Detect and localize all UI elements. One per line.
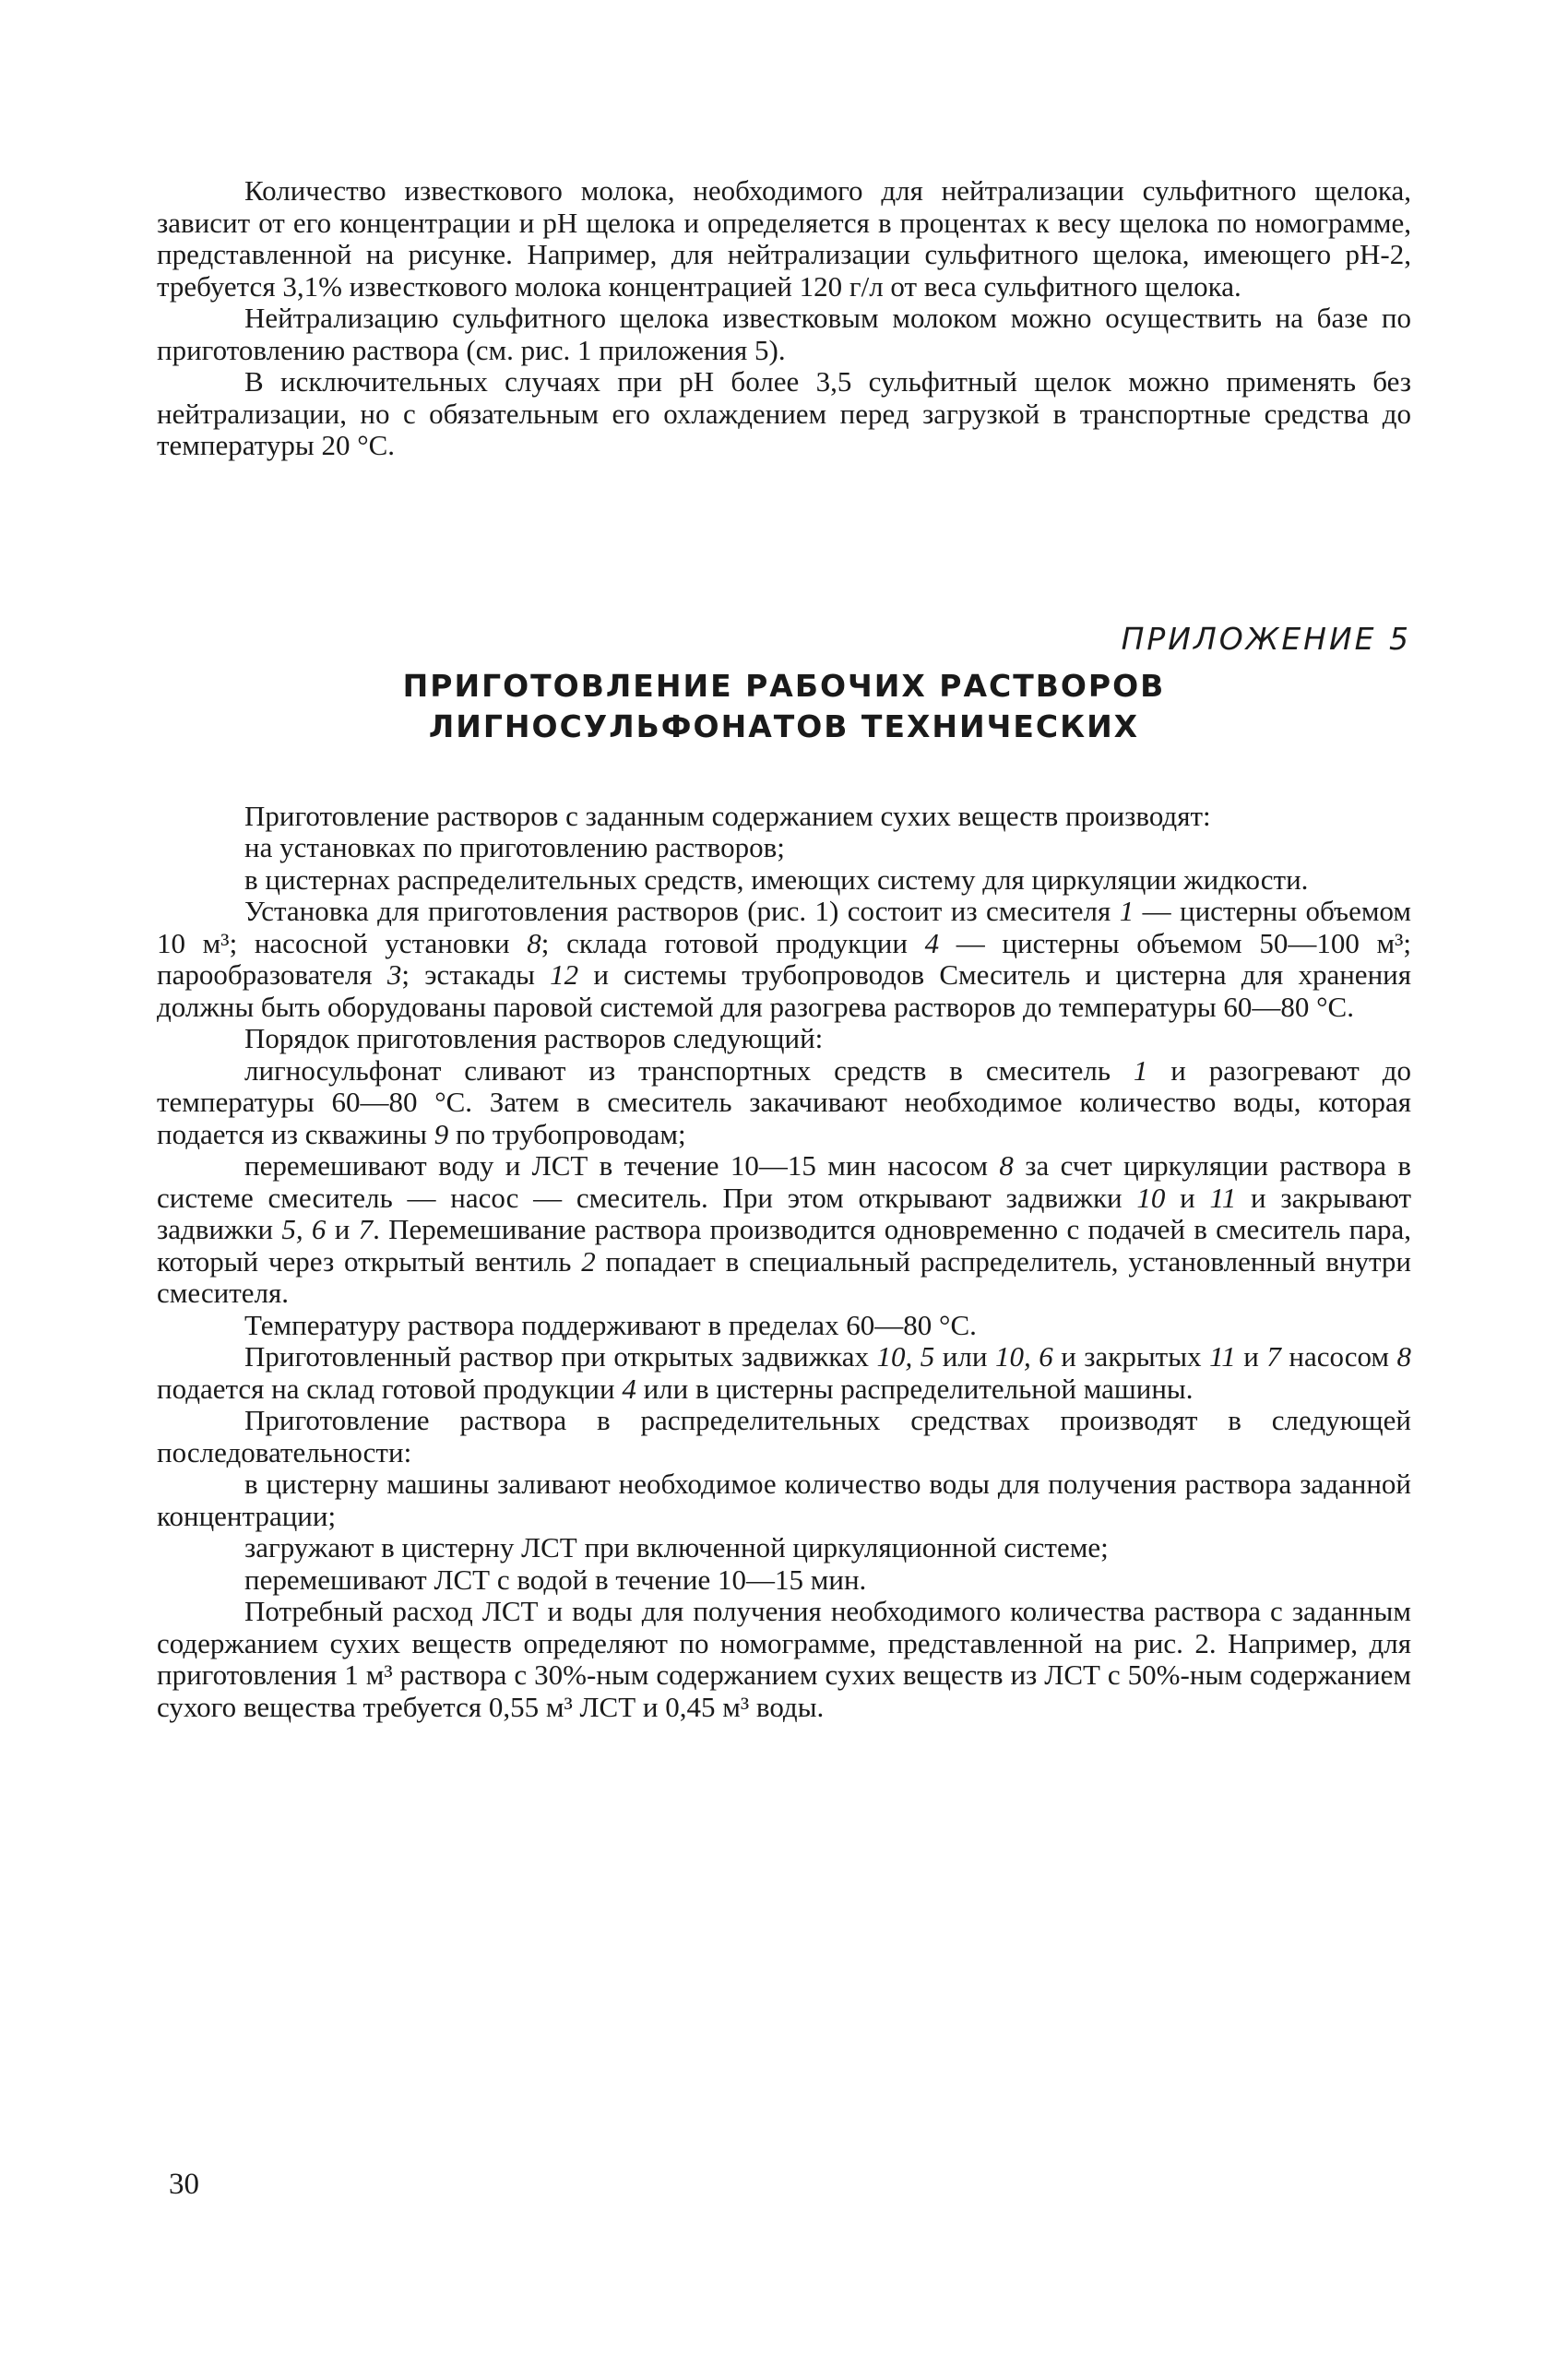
body-paragraph-1: Приготовление растворов с заданным содержанием сухих веществ производят:	[244, 799, 1211, 832]
text-segment: — цистерны объемом 10 м³; насосной установки	[157, 895, 1411, 959]
ref-number: 10	[1136, 1181, 1166, 1214]
ref-number: 7	[1266, 1340, 1281, 1373]
ref-number: 10, 6	[994, 1340, 1053, 1373]
ref-number: 12	[550, 958, 579, 991]
section-title-line-2: ЛИГНОСУЛЬФОНАТОВ ТЕХНИЧЕСКИХ	[428, 707, 1140, 744]
ref-number: 4	[622, 1372, 636, 1405]
intro-paragraph-3: В исключительных случаях при рН более 3,5 сульфитный щелок можно применять без нейтрализации, но с обязательным его охлаждением перед загрузкой в транспортные средства до температуры 20 °С.	[157, 365, 1411, 461]
ref-number: 2	[581, 1244, 596, 1278]
ref-number: 10, 5	[876, 1340, 935, 1373]
ref-number: 1	[1133, 1053, 1148, 1087]
text-segment: и закрытых	[1052, 1340, 1210, 1373]
text-segment: и	[1235, 1340, 1267, 1373]
ref-number: 5, 6	[281, 1213, 327, 1245]
ref-number: 3	[386, 958, 402, 991]
appendix-body	[157, 801, 1411, 1724]
text-segment: насосом	[1280, 1340, 1397, 1373]
text-segment: или	[934, 1340, 995, 1373]
ref-number: 8	[999, 1149, 1014, 1182]
text-segment: или в цистерны распределительной машины.	[636, 1372, 1194, 1405]
body-paragraph-6	[157, 1055, 1411, 1151]
appendix-label: ПРИЛОЖЕНИЕ 5	[1121, 620, 1411, 657]
text-segment: и	[326, 1213, 359, 1245]
text-segment: и закрывают задвижки	[157, 1181, 1411, 1245]
body-paragraph-14: Потребный расход ЛСТ и воды для получения необходимого количества раствора с заданным содержанием сухих веществ определяют по номограмме, представленной на рис. 2. Например, для приготовления 1 м³ раствора с 30%-ным содержанием сухих веществ из ЛСТ с 50%-ным содержанием сухого вещества требуется 0,55 м³ ЛСТ и 0,45 м³ воды.	[157, 1595, 1411, 1723]
text-segment: и системы трубопроводов Смеситель и цистерна для хранения должны быть оборудованы паровой системой для разогрева растворов до температуры 60—80 °С.	[157, 958, 1412, 1023]
body-paragraph-5: Порядок приготовления растворов следующий:	[244, 1022, 824, 1054]
text-segment: ; склада готовой продукции	[540, 926, 925, 959]
text-segment: попадает в специальный распределитель, установленный внутри смесителя.	[157, 1244, 1411, 1309]
ref-number: 8	[1396, 1340, 1412, 1373]
body-paragraph-4	[157, 896, 1411, 1023]
ref-number: 9	[434, 1117, 449, 1150]
text-segment: Приготовленный раствор при открытых задвижках	[244, 1340, 877, 1373]
body-paragraph-13: перемешивают ЛСТ с водой в течение 10—15 мин.	[244, 1563, 867, 1596]
intro-paragraph-1: Количество известкового молока, необходимого для нейтрализации сульфитного щелока, зависит от его концентрации и рН щелока и определяется в процентах к весу щелока по номограмме, представленной на рисунке. Например, для нейтрализации сульфитного щелока, имеющего рН-2, требуется 3,1% известкового молока концентрацией 120 г/л от веса сульфитного щелока.	[157, 174, 1411, 303]
text-segment: за счет циркуляции раствора в системе смеситель — насос — смеситель. При этом открывают задвижки	[157, 1149, 1412, 1214]
body-paragraph-9	[157, 1341, 1411, 1405]
text-segment: и	[1165, 1181, 1210, 1214]
ref-number: 7	[358, 1213, 374, 1245]
ref-number: 4	[924, 926, 940, 959]
body-paragraph-8: Температуру раствора поддерживают в пределах 60—80 °С.	[244, 1308, 977, 1341]
ref-number: 11	[1209, 1340, 1236, 1373]
document-page	[157, 175, 1411, 1723]
text-segment: подается на склад готовой продукции	[157, 1372, 623, 1405]
text-segment: Установка для приготовления растворов (рис. 1) состоит из смесителя	[244, 895, 1120, 927]
body-paragraph-2: на установках по приготовлению растворов;	[244, 831, 785, 863]
body-paragraph-3: в цистернах распределительных средств, имеющих систему для циркуляции жидкости.	[244, 862, 1309, 896]
ref-number: 8	[527, 926, 541, 959]
text-segment: перемешивают воду и ЛСТ в течение 10—15 мин насосом	[244, 1149, 1000, 1182]
section-title	[157, 666, 1411, 747]
intro-paragraph-2: Нейтрализацию сульфитного щелока известковым молоком можно осуществить на базе по приготовлению раствора (см. рис. 1 приложения 5).	[157, 302, 1411, 366]
ref-number: 11	[1209, 1181, 1237, 1214]
text-segment: ; эстакады	[401, 958, 551, 991]
section-title-line-1: ПРИГОТОВЛЕНИЕ РАБОЧИХ РАСТВОРОВ	[402, 667, 1166, 704]
body-paragraph-7	[157, 1150, 1411, 1310]
ref-number: 1	[1119, 895, 1134, 927]
text-segment: и разогревают до температуры 60—80 °С. Затем в смеситель закачивают необходимое количество воды, которая подается из скважины	[157, 1053, 1411, 1150]
text-segment: лигносульфонат сливают из транспортных средств в смеситель	[244, 1053, 1134, 1087]
body-paragraph-12: загружают в цистерну ЛСТ при включенной циркуляционной системе;	[244, 1531, 1109, 1563]
body-paragraph-10: Приготовление раствора в распределительных средствах производят в следующей последовательности:	[157, 1404, 1411, 1468]
body-paragraph-11: в цистерну машины заливают необходимое количество воды для получения раствора заданной концентрации;	[157, 1468, 1411, 1532]
text-segment: . Перемешивание раствора производится одновременно с подачей в смеситель пара, который через открытый вентиль	[157, 1213, 1411, 1278]
text-segment: по трубопроводам;	[448, 1117, 686, 1150]
page-number: 30	[169, 2168, 199, 2201]
text-segment: — цистерны объемом 50—100 м³; парообразователя	[157, 926, 1412, 991]
